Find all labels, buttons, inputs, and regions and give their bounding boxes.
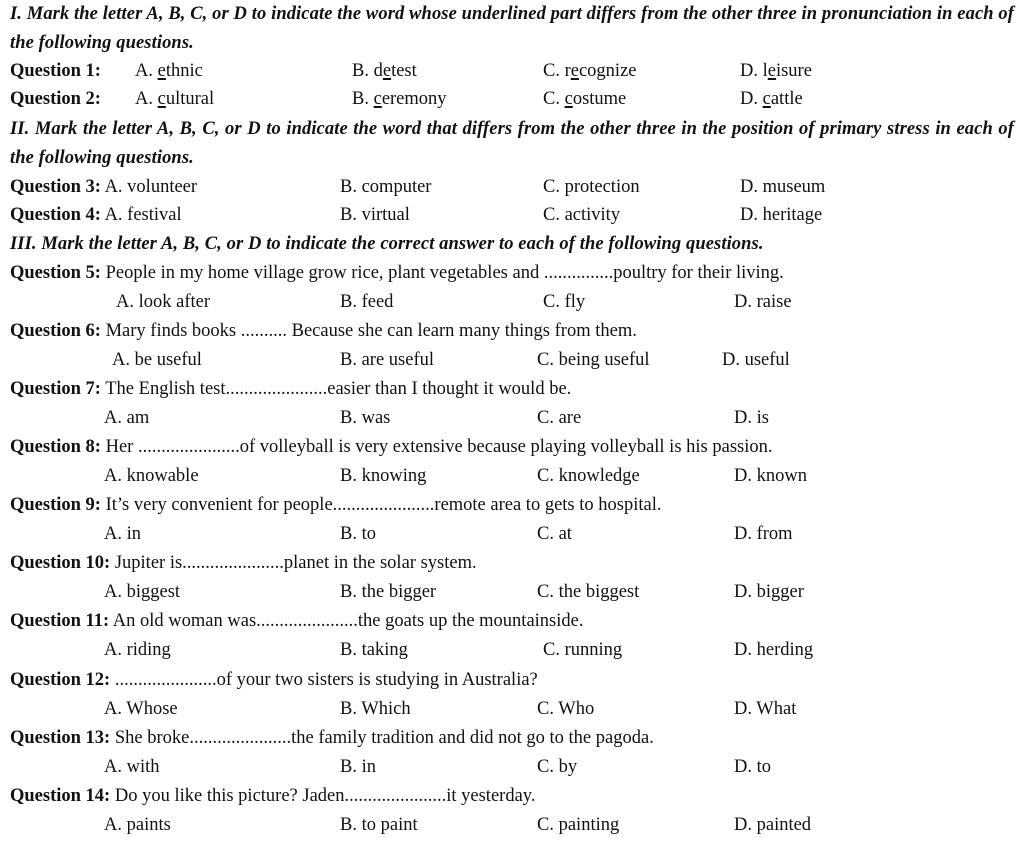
question-4-stem[interactable] xyxy=(10,201,182,230)
question-7-option-c[interactable]: C. are xyxy=(537,408,582,428)
question-10-label: Question 10: xyxy=(10,553,111,573)
question-10-option-b[interactable]: B. the bigger xyxy=(340,582,437,602)
question-1-option-c[interactable] xyxy=(543,57,637,86)
question-9-label: Question 9: xyxy=(10,495,101,515)
question-11-label: Question 11: xyxy=(10,611,110,631)
question-13-option-a[interactable]: A. with xyxy=(104,757,160,777)
question-13-label: Question 13: xyxy=(10,728,111,748)
question-1-option-b[interactable] xyxy=(352,57,417,86)
question-12-text: ......................of your two sisters is studying in Australia? xyxy=(110,670,538,690)
question-3-label: Question 3: xyxy=(10,177,101,197)
question-7-stem xyxy=(10,375,571,404)
question-13-option-c[interactable]: C. by xyxy=(537,757,578,777)
question-10-option-a[interactable]: A. biggest xyxy=(104,582,181,602)
question-9-option-c[interactable]: C. at xyxy=(537,524,572,544)
question-1 xyxy=(0,57,1024,86)
question-3-stem[interactable] xyxy=(10,173,197,202)
question-10 xyxy=(0,549,1024,578)
question-13-option-d[interactable]: D. to xyxy=(734,757,771,777)
question-8-option-c[interactable]: C. knowledge xyxy=(537,466,640,486)
question-11-stem xyxy=(10,607,583,636)
question-11-options xyxy=(0,636,1024,665)
question-9-option-b[interactable]: B. to xyxy=(340,524,376,544)
question-9-stem xyxy=(10,491,661,520)
question-8 xyxy=(0,433,1024,462)
question-7 xyxy=(0,375,1024,404)
question-13-stem xyxy=(10,724,654,753)
question-5-label: Question 5: xyxy=(10,263,101,283)
option-suffix: ultural xyxy=(165,89,215,109)
question-9-option-a[interactable]: A. in xyxy=(104,524,141,544)
question-11 xyxy=(0,607,1024,636)
question-11-text: An old woman was......................the goats up the mountainside. xyxy=(109,611,584,631)
question-5-options xyxy=(0,288,1024,317)
option-prefix: B. xyxy=(352,89,374,109)
question-3-option-d[interactable]: D. museum xyxy=(740,177,826,197)
question-4 xyxy=(0,201,1024,230)
underlined-letters: e xyxy=(570,61,579,81)
question-13 xyxy=(0,724,1024,753)
section-3-instruction: III. Mark the letter A, B, C, or D to indicate the correct answer to each of the following questions. xyxy=(10,234,764,254)
underlined-letters: c xyxy=(762,89,771,109)
option-prefix: B. d xyxy=(352,61,383,81)
section-2-instruction: II. Mark the letter A, B, C, or D to indicate the word that differs from the other three in the position of primary stress in each of the following questions. xyxy=(10,119,1014,168)
question-14-option-a[interactable]: A. paints xyxy=(104,815,171,835)
question-8-stem xyxy=(10,433,773,462)
option-prefix: A. xyxy=(135,61,158,81)
section-1-instruction: I. Mark the letter A, B, C, or D to indicate the word whose underlined part differs from the other three in pronunciation in each of the following questions. xyxy=(10,4,1014,53)
question-11-option-a[interactable]: A. riding xyxy=(104,640,171,660)
question-1-option-d[interactable] xyxy=(740,57,812,86)
question-6-options xyxy=(0,346,1024,375)
question-1-option-a[interactable] xyxy=(135,57,203,86)
question-9-option-d[interactable]: D. from xyxy=(734,524,793,544)
question-8-text: Her ......................of volleyball is very extensive because playing volleyball is his passion. xyxy=(100,437,773,457)
question-14-options xyxy=(0,811,1024,840)
option-suffix: thnic xyxy=(165,61,203,81)
underlined-letters: e xyxy=(767,61,776,81)
question-12-option-c[interactable]: C. Who xyxy=(537,699,595,719)
question-14-label: Question 14: xyxy=(10,786,111,806)
question-10-text: Jupiter is......................planet in the solar system. xyxy=(110,553,477,573)
option-suffix: ostume xyxy=(572,89,627,109)
question-12-stem xyxy=(10,666,538,695)
question-2-label: Question 2: xyxy=(10,89,101,109)
question-8-label: Question 8: xyxy=(10,437,101,457)
question-4-option-c[interactable]: C. activity xyxy=(543,205,621,225)
question-6-label: Question 6: xyxy=(10,321,101,341)
question-8-option-a[interactable]: A. knowable xyxy=(104,466,199,486)
question-7-option-a[interactable]: A. am xyxy=(104,408,150,428)
question-12-option-d[interactable]: D. What xyxy=(734,699,797,719)
question-12-options xyxy=(0,695,1024,724)
option-prefix: A. xyxy=(135,89,158,109)
question-8-option-d[interactable]: D. known xyxy=(734,466,807,486)
option-prefix: C. xyxy=(543,89,565,109)
question-7-label: Question 7: xyxy=(10,379,101,399)
question-6-option-d[interactable]: D. useful xyxy=(722,350,790,370)
question-10-options xyxy=(0,578,1024,607)
question-5-option-c[interactable]: C. fly xyxy=(543,292,586,312)
question-12-label: Question 12: xyxy=(10,670,111,690)
option-suffix: attle xyxy=(770,89,803,109)
question-13-text: She broke......................the family tradition and did not go to the pagoda. xyxy=(110,728,654,748)
option-suffix: test xyxy=(391,61,417,81)
question-3-option-c[interactable]: C. protection xyxy=(543,177,640,197)
question-9-text: It’s very convenient for people......................remote area to gets to hospital. xyxy=(100,495,662,515)
question-7-options xyxy=(0,404,1024,433)
question-12-option-a[interactable]: A. Whose xyxy=(104,699,178,719)
question-12-option-b[interactable]: B. Which xyxy=(340,699,411,719)
question-12 xyxy=(0,666,1024,695)
question-14 xyxy=(0,782,1024,811)
question-11-option-c[interactable]: C. running xyxy=(543,640,623,660)
question-10-stem xyxy=(10,549,477,578)
question-5 xyxy=(0,259,1024,288)
question-6-text: Mary finds books .......... Because she can learn many things from them. xyxy=(100,321,637,341)
question-4-label: Question 4: xyxy=(10,205,101,225)
question-13-option-b[interactable]: B. in xyxy=(340,757,376,777)
question-14-option-d[interactable]: D. painted xyxy=(734,815,812,835)
question-2-option-c[interactable] xyxy=(543,85,626,114)
question-6-option-a[interactable]: A. be useful xyxy=(112,350,202,370)
question-11-option-b[interactable]: B. taking xyxy=(340,640,408,660)
question-14-option-c[interactable]: C. painting xyxy=(537,815,620,835)
question-4-option-a: A. festival xyxy=(100,205,182,225)
question-5-option-b[interactable]: B. feed xyxy=(340,292,394,312)
question-8-options xyxy=(0,462,1024,491)
question-6-stem xyxy=(10,317,637,346)
question-14-text: Do you like this picture? Jaden......................it yesterday. xyxy=(110,786,536,806)
question-5-text: People in my home village grow rice, plant vegetables and ...............poultry for their living. xyxy=(100,263,784,283)
question-2-option-d[interactable] xyxy=(740,85,803,114)
question-5-option-a[interactable]: A. look after xyxy=(116,292,211,312)
underlined-letters: c xyxy=(564,89,573,109)
question-13-options xyxy=(0,753,1024,782)
option-prefix: D. xyxy=(740,89,763,109)
underlined-letters: e xyxy=(382,61,392,81)
question-14-option-b[interactable]: B. to paint xyxy=(340,815,418,835)
question-7-option-d[interactable]: D. is xyxy=(734,408,769,428)
option-prefix: D. l xyxy=(740,61,768,81)
question-9-options xyxy=(0,520,1024,549)
question-3 xyxy=(0,173,1024,202)
question-4-option-b[interactable]: B. virtual xyxy=(340,205,410,225)
question-9 xyxy=(0,491,1024,520)
question-6-option-c[interactable]: C. being useful xyxy=(537,350,650,370)
underlined-letters: e xyxy=(157,61,166,81)
option-suffix: eremony xyxy=(381,89,447,109)
question-6-option-b[interactable]: B. are useful xyxy=(340,350,435,370)
option-prefix: C. r xyxy=(543,61,571,81)
question-6 xyxy=(0,317,1024,346)
question-10-option-c[interactable]: C. the biggest xyxy=(537,582,640,602)
question-1-label: Question 1: xyxy=(10,61,101,81)
question-11-option-d[interactable]: D. herding xyxy=(734,640,814,660)
question-2-option-a[interactable] xyxy=(135,85,214,114)
question-4-option-d[interactable]: D. heritage xyxy=(740,205,823,225)
question-5-stem xyxy=(10,259,784,288)
option-suffix: cognize xyxy=(578,61,637,81)
question-2 xyxy=(0,85,1024,114)
question-2-option-b[interactable] xyxy=(352,85,447,114)
question-5-option-d[interactable]: D. raise xyxy=(734,292,792,312)
question-3-option-b[interactable]: B. computer xyxy=(340,177,432,197)
question-3-option-a: A. volunteer xyxy=(100,177,198,197)
option-suffix: isure xyxy=(775,61,812,81)
question-10-option-d[interactable]: D. bigger xyxy=(734,582,804,602)
question-7-text: The English test......................easier than I thought it would be. xyxy=(100,379,572,399)
question-14-stem xyxy=(10,782,535,811)
question-7-option-b[interactable]: B. was xyxy=(340,408,391,428)
underlined-letters: c xyxy=(373,89,382,109)
underlined-letters: c xyxy=(157,89,166,109)
question-8-option-b[interactable]: B. knowing xyxy=(340,466,427,486)
